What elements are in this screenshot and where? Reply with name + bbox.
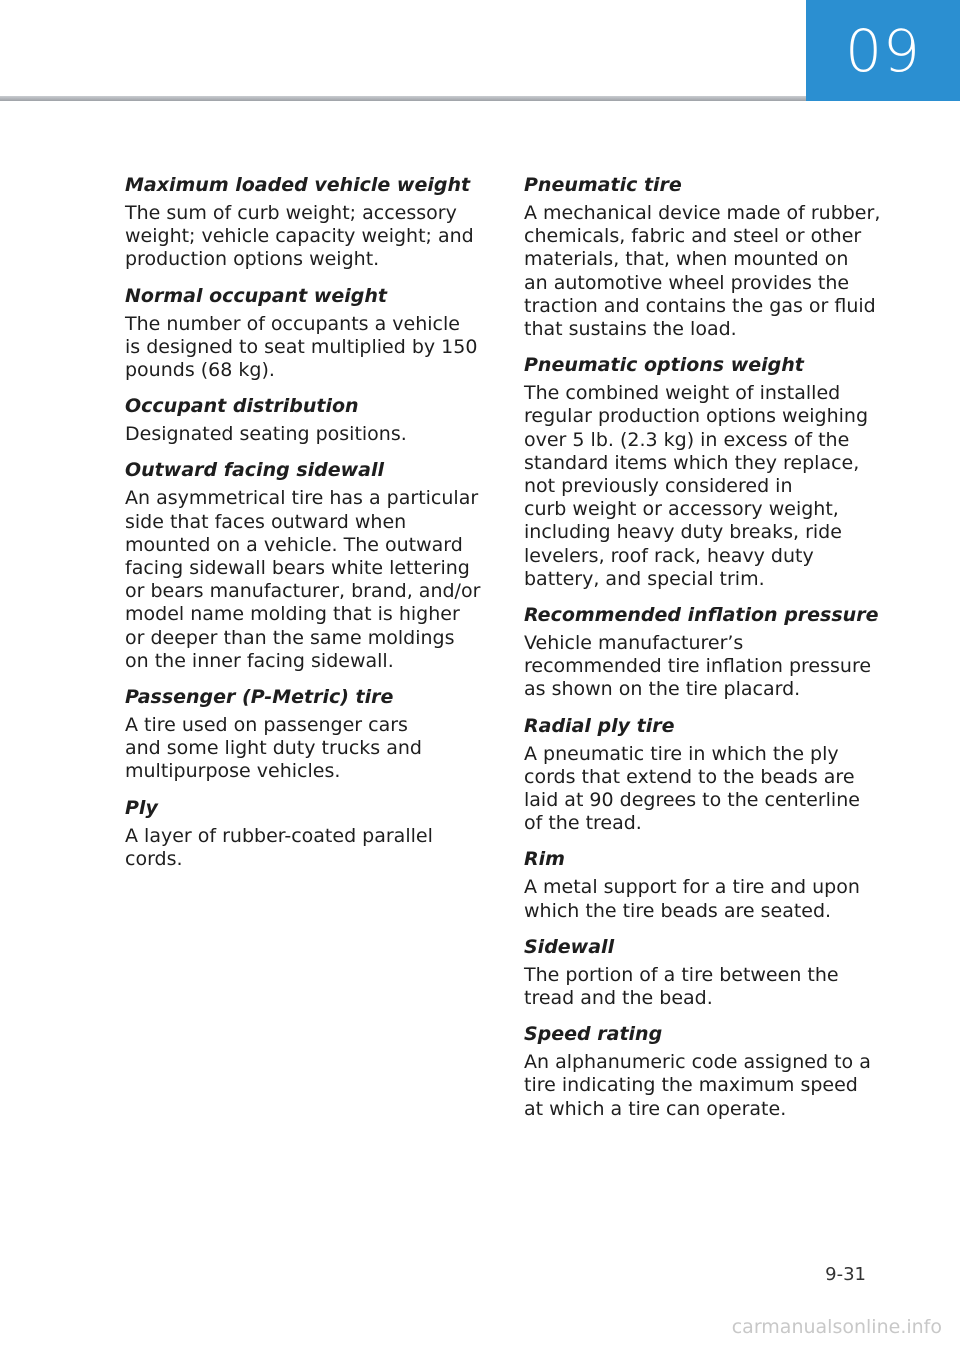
glossary-definition: [524, 382, 904, 591]
definition-line: or bears manufacturer, brand, and/or: [125, 580, 481, 603]
glossary-entry: [524, 713, 904, 836]
glossary-definition: [524, 743, 904, 836]
definition-line: facing sidewall bears white lettering: [125, 557, 470, 580]
glossary-entry: [524, 602, 904, 702]
glossary-term: Outward facing sidewall: [125, 459, 385, 482]
chapter-tab: [806, 0, 960, 101]
definition-line: The number of occupants a vehicle: [125, 312, 460, 335]
glossary-definition: [524, 1051, 904, 1121]
glossary-term: Ply: [125, 796, 158, 819]
definition-line: chemicals, fabric and steel or other: [524, 225, 862, 248]
definition-line: An alphanumeric code assigned to a: [524, 1051, 871, 1074]
definition-line: side that faces outward when: [125, 510, 407, 533]
glossary-term: Passenger (P-Metric) tire: [125, 686, 394, 709]
glossary-term: Normal occupant weight: [125, 284, 387, 307]
glossary-term: Occupant distribution: [125, 395, 359, 418]
glossary-definition: [524, 632, 904, 702]
glossary-entry: [125, 393, 495, 446]
glossary-definition: [125, 202, 495, 272]
definition-line: tread and the bead.: [524, 987, 713, 1010]
definition-line: including heavy duty breaks, ride: [524, 521, 842, 544]
definition-line: The portion of a tire between the: [524, 963, 839, 986]
glossary-definition: [524, 202, 904, 341]
glossary-definition: [125, 714, 495, 784]
glossary-definition: [125, 825, 495, 871]
definition-line: regular production options weighing: [524, 405, 869, 428]
page-number: 9-31: [825, 1264, 866, 1285]
definition-line: production options weight.: [125, 248, 380, 271]
definition-line: materials, that, when mounted on: [524, 248, 849, 271]
glossary-entry: [524, 846, 904, 922]
glossary-term: Pneumatic tire: [524, 174, 682, 196]
definition-line: traction and contains the gas or fluid: [524, 294, 876, 317]
glossary-entry: [125, 684, 495, 784]
glossary-entry: [125, 457, 495, 673]
glossary-definition: [524, 876, 904, 922]
left-column: [125, 172, 495, 882]
watermark: carmanualsonline.info: [731, 1316, 942, 1338]
definition-line: Vehicle manufacturer’s: [524, 632, 744, 655]
glossary-entry: [125, 283, 495, 383]
definition-line: standard items which they replace,: [524, 451, 860, 474]
header-rule: [0, 96, 806, 101]
glossary-entry: [524, 352, 904, 591]
glossary-term: Speed rating: [524, 1023, 663, 1046]
definition-line: model name molding that is higher: [125, 603, 460, 626]
glossary-definition: [125, 487, 495, 673]
definition-line: battery, and special trim.: [524, 567, 765, 590]
glossary-entry: [524, 172, 904, 341]
glossary-term: Sidewall: [524, 935, 615, 958]
right-column: [524, 172, 904, 1132]
definition-line: A metal support for a tire and upon: [524, 876, 860, 899]
definition-line: A tire used on passenger cars: [125, 714, 408, 737]
definition-line: cords that extend to the beads are: [524, 765, 855, 788]
glossary-term: Rim: [524, 848, 565, 871]
glossary-definition: [524, 964, 904, 1010]
definition-line: tire indicating the maximum speed: [524, 1074, 858, 1097]
definition-line: weight; vehicle capacity weight; and: [125, 225, 474, 248]
definition-line: on the inner facing sidewall.: [125, 649, 394, 672]
glossary-entry: [125, 795, 495, 871]
definition-line: A mechanical device made of rubber,: [524, 202, 881, 224]
definition-line: of the tread.: [524, 812, 642, 835]
definition-line: over 5 lb. (2.3 kg) in excess of the: [524, 428, 850, 451]
definition-line: which the tire beads are seated.: [524, 899, 832, 922]
definition-line: mounted on a vehicle. The outward: [125, 533, 463, 556]
definition-line: and some light duty trucks and: [125, 737, 422, 760]
definition-line: not previously considered in: [524, 475, 793, 498]
definition-line: curb weight or accessory weight,: [524, 498, 839, 521]
glossary-term: Radial ply tire: [524, 714, 675, 737]
definition-line: an automotive wheel provides the: [524, 271, 850, 294]
definition-line: or deeper than the same moldings: [125, 626, 455, 649]
glossary-entry: [524, 934, 904, 1010]
glossary-definition: [125, 423, 495, 446]
definition-line: A pneumatic tire in which the ply: [524, 742, 839, 765]
definition-line: multipurpose vehicles.: [125, 760, 341, 783]
definition-line: at which a tire can operate.: [524, 1097, 787, 1120]
definition-line: pounds (68 kg).: [125, 359, 275, 382]
definition-line: The sum of curb weight; accessory: [125, 202, 457, 224]
definition-line: that sustains the load.: [524, 318, 737, 341]
glossary-entry: [524, 1021, 904, 1121]
definition-line: cords.: [125, 847, 183, 870]
definition-line: laid at 90 degrees to the centerline: [524, 789, 860, 812]
glossary-term: Pneumatic options weight: [524, 354, 804, 377]
chapter-number: 09: [845, 16, 921, 85]
definition-line: A layer of rubber-coated parallel: [125, 824, 433, 847]
definition-line: An asymmetrical tire has a particular: [125, 487, 479, 510]
definition-line: as shown on the tire placard.: [524, 678, 801, 701]
glossary-definition: [125, 313, 495, 383]
glossary-term: Maximum loaded vehicle weight: [125, 174, 471, 196]
definition-line: Designated seating positions.: [125, 423, 407, 446]
definition-line: levelers, roof rack, heavy duty: [524, 544, 814, 567]
glossary-term: Recommended inflation pressure: [524, 604, 879, 627]
definition-line: recommended tire inflation pressure: [524, 655, 872, 678]
definition-line: is designed to seat multiplied by 150: [125, 335, 478, 358]
definition-line: The combined weight of installed: [524, 382, 841, 405]
glossary-entry: [125, 172, 495, 272]
